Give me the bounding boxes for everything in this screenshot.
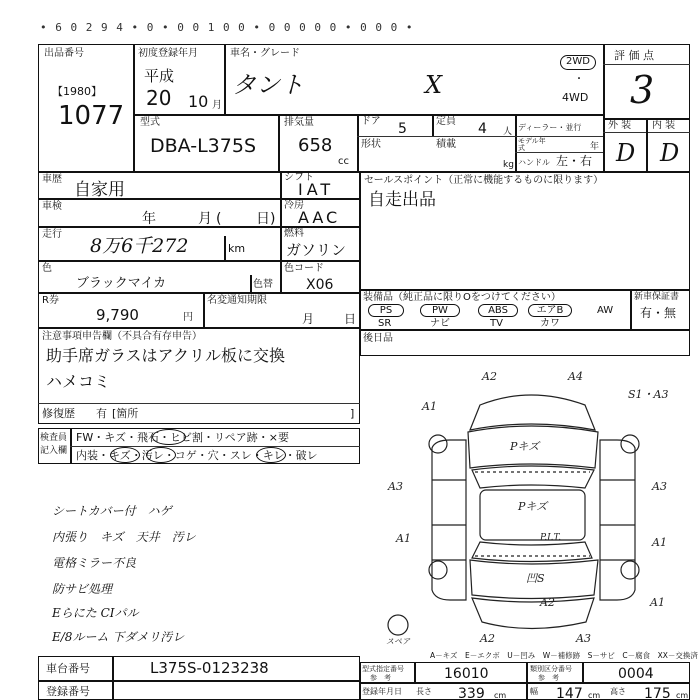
height-label: 高さ xyxy=(610,687,626,696)
model-value: DBA-L375S xyxy=(150,135,257,157)
first-reg-label: 初度登録年月 xyxy=(138,48,198,59)
circle-interior-rub xyxy=(256,447,286,463)
inspection-year: 年 xyxy=(142,211,156,227)
drive-4wd: 4WD xyxy=(562,91,589,104)
recycle-unit: 円 xyxy=(183,312,193,323)
sales-point-value: 自走出品 xyxy=(368,190,436,210)
notes-line1: 助手席ガラスはアクリル板に交換 xyxy=(46,346,286,365)
mark-rear-left: A2 xyxy=(480,632,495,645)
checker-label-1: 検査員 xyxy=(40,433,68,443)
inspection-open: ( xyxy=(216,211,222,227)
mark-roof: Pキズ xyxy=(518,500,548,513)
diagram-legend: A－キズ E－エクボ U－凹み W－補修跡 S－サビ C－腐食 XX－交換済 xyxy=(430,651,698,660)
interior-label: 内 装 xyxy=(652,120,676,131)
sales-point-label: セールスポイント（正常に機能するものに限ります） xyxy=(364,175,604,186)
mark-rear-corner: A3 xyxy=(576,632,591,645)
equip-leather: カワ xyxy=(540,318,560,329)
circle-interior-stain xyxy=(146,447,176,463)
exterior-value: D xyxy=(616,139,636,167)
mark-right-low: A1 xyxy=(652,536,667,549)
inspection-month: 月 xyxy=(198,211,212,227)
category-code-label: 類別区分番号 xyxy=(530,665,572,673)
dealer-label: ディーラー・並行 xyxy=(518,123,582,132)
repair-bracket-close: ] xyxy=(350,407,355,420)
type-code-sub: 参 考 xyxy=(370,674,391,682)
type-code-label: 型式指定番号 xyxy=(362,665,404,673)
length-value: 339 xyxy=(458,686,485,700)
tax-notice-day: 日 xyxy=(344,312,357,326)
mark-left-low: A1 xyxy=(396,532,411,545)
equip-sr: SR xyxy=(378,318,392,329)
notes-label: 注意事項申告欄（不具合有存申告） xyxy=(42,331,202,342)
inspection-label: 車検 xyxy=(42,201,62,212)
height-unit: cm xyxy=(676,691,689,700)
model-label: 型式 xyxy=(140,117,160,128)
category-code-sub: 参 考 xyxy=(538,674,559,682)
mileage-label: 走行 xyxy=(42,229,62,240)
mark-hood: Pキズ xyxy=(510,440,540,453)
ac-label: 冷房 xyxy=(284,200,304,211)
load-label: 積載 xyxy=(436,139,456,150)
displacement-value: 658 xyxy=(298,135,333,156)
circle-flying-stone xyxy=(152,429,186,445)
equip-pw: PW xyxy=(420,304,460,317)
repair-bracket-open: [箇所 xyxy=(112,407,139,420)
equip-airbag: エアB xyxy=(528,304,572,317)
car-name-label: 車名・グレード xyxy=(230,48,300,59)
repair-value: 有 xyxy=(96,407,107,420)
mark-front-right: A4 xyxy=(568,370,583,383)
equip-aw: AW xyxy=(597,305,614,316)
color-value: ブラックマイカ xyxy=(76,276,167,291)
mark-rear-right: A1 xyxy=(650,596,665,609)
hand-note-4: 防サビ処理 xyxy=(52,582,113,596)
model-year-unit: 年 xyxy=(590,142,600,152)
repair-label: 修復歴 xyxy=(42,407,75,420)
checker-label-2: 記入欄 xyxy=(40,446,68,456)
color-label: 色 xyxy=(42,263,52,274)
mileage-value: 8万6千272 xyxy=(90,235,189,257)
interior-value: D xyxy=(660,139,680,167)
mileage-unit: km xyxy=(228,242,246,255)
recycle-label: R券 xyxy=(42,295,59,306)
first-reg-era: 平成 xyxy=(144,67,175,85)
category-code-value: 0004 xyxy=(618,666,654,682)
height-value: 175 xyxy=(644,686,671,700)
handle-value: 左・右 xyxy=(556,154,593,168)
shift-label: シフト xyxy=(284,172,314,183)
equip-ps: PS xyxy=(368,304,404,317)
doors-label: ドア xyxy=(361,116,381,127)
top-strip: • 6 0 2 9 4 • 0 • 0 0 1 0 0 • 0 0 0 0 0 • 0 0 0 • xyxy=(40,21,414,34)
length-unit: cm xyxy=(494,691,507,700)
mark-rear-center: A2 xyxy=(540,596,555,609)
color-code-label: 色コード xyxy=(284,263,324,274)
checker-row2: 内装・キズ・汚レ・コゲ・穴・スレ・キレ・破レ xyxy=(76,449,318,462)
handle-label: ハンドル xyxy=(518,158,550,167)
lot-label: 出品番号 xyxy=(44,48,84,59)
lot-code: 【1980】 xyxy=(52,85,102,98)
shift-value: IAT xyxy=(298,180,335,199)
reg-number-label: 登録番号 xyxy=(46,685,90,698)
model-year-label: モデル年式 xyxy=(518,137,546,152)
reg-date-label: 登録年月日 xyxy=(362,687,402,696)
checker-row1: FW・キズ・飛石・ヒビ割・リペア跡・×要 xyxy=(76,431,289,444)
hand-note-3: 電格ミラー不良 xyxy=(52,556,137,570)
mark-left-mid: A3 xyxy=(388,480,403,493)
first-reg-month-unit: 月 xyxy=(212,100,222,111)
first-reg-month: 10 xyxy=(188,92,209,111)
mark-rear-inner: 凹S xyxy=(526,572,545,585)
drive-dot: ・ xyxy=(574,74,584,85)
mark-front-corner: S1・A3 xyxy=(628,388,669,401)
mark-front-center: A2 xyxy=(482,370,497,383)
history-value: 自家用 xyxy=(74,180,125,200)
length-label: 長さ xyxy=(416,687,432,696)
equip-navi: ナビ xyxy=(430,318,450,329)
hand-note-2: 内張り キズ 天井 汚レ xyxy=(52,530,196,544)
mark-right-mid: A3 xyxy=(652,480,667,493)
equipment-label: 装備品（純正品に限りOをつけてください） xyxy=(363,292,561,303)
hand-note-5: Eらにた CIパル xyxy=(52,606,139,620)
chassis-value: L375S-0123238 xyxy=(150,659,269,677)
hand-note-1: シートカバー付 ハゲ xyxy=(52,504,172,518)
first-reg-year: 20 xyxy=(146,86,172,110)
after-parts-label: 後日品 xyxy=(363,333,393,344)
recycle-value: 9,790 xyxy=(96,306,139,324)
hand-note-6: E/8ルーム 下ダメリ汚レ xyxy=(52,630,185,644)
capacity-label: 定員 xyxy=(436,116,456,127)
displacement-unit: cc xyxy=(338,156,349,167)
history-label: 車歴 xyxy=(42,174,62,185)
mark-spare: スペア xyxy=(386,637,410,646)
car-name: タント xyxy=(232,71,304,99)
shape-label: 形状 xyxy=(361,139,381,150)
score-value: 3 xyxy=(630,68,655,112)
capacity-value: 4 xyxy=(478,121,487,137)
ac-value: AAC xyxy=(298,208,341,227)
width-label: 幅 xyxy=(530,687,538,696)
load-unit: kg xyxy=(503,160,514,170)
mark-front-left: A1 xyxy=(422,400,437,413)
car-grade: X xyxy=(425,71,443,99)
tax-notice-label: 名変通知期限 xyxy=(207,295,267,306)
score-label: 評 価 点 xyxy=(614,49,654,62)
fuel-label: 燃料 xyxy=(284,228,304,239)
tax-notice-month: 月 xyxy=(302,312,315,326)
displacement-label: 排気量 xyxy=(284,117,314,128)
fuel-value: ガソリン xyxy=(286,241,347,259)
chassis-label: 車台番号 xyxy=(46,662,90,675)
width-value: 147 xyxy=(556,686,583,700)
warranty-value: 有・無 xyxy=(640,306,677,320)
color-no-label: 色替 xyxy=(253,279,273,290)
width-unit: cm xyxy=(588,691,601,700)
lot-number: 1077 xyxy=(58,101,125,131)
capacity-unit: 人 xyxy=(503,127,513,137)
notes-line2: ハメコミ xyxy=(46,372,111,391)
inspection-day: 日) xyxy=(256,211,276,227)
circle-interior-scratch xyxy=(110,447,140,463)
after-parts-frame xyxy=(360,330,690,356)
color-code-value: X06 xyxy=(306,277,334,293)
equip-tv: TV xyxy=(490,318,503,329)
doors-value: 5 xyxy=(398,121,407,137)
exterior-label: 外 装 xyxy=(608,120,632,131)
car-diagram xyxy=(380,360,690,650)
drive-2wd: 2WD xyxy=(560,55,596,70)
mark-rear-glass: P.I.T. xyxy=(540,533,562,543)
type-code-value: 16010 xyxy=(444,666,489,682)
warranty-label: 新車保証書 xyxy=(634,292,680,302)
equip-abs: ABS xyxy=(478,304,518,317)
